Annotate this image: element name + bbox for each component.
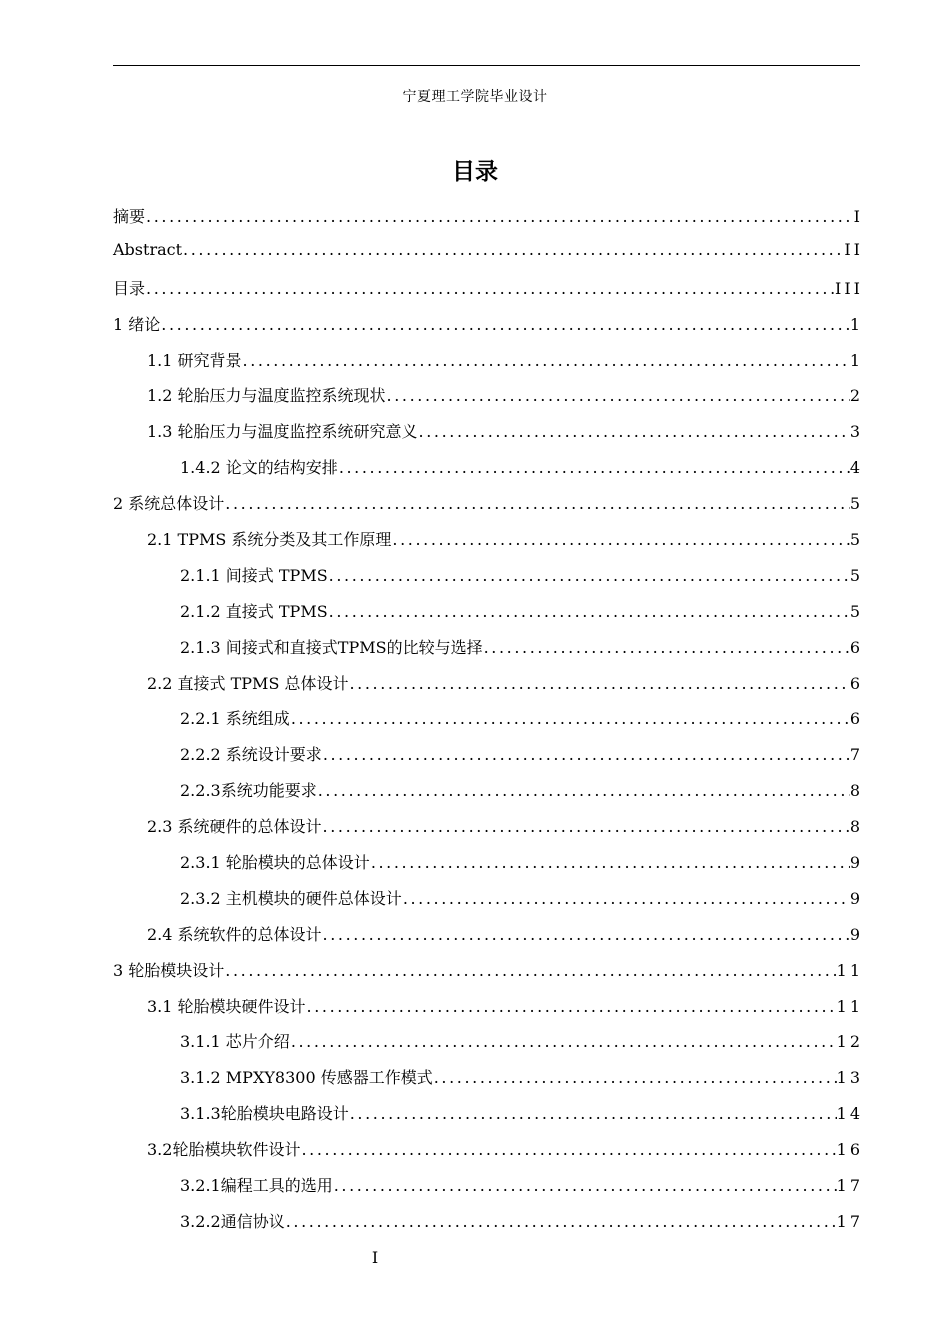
toc-leader-dots (182, 240, 844, 259)
toc-entry-label: 1.1 研究背景 (147, 350, 242, 370)
toc-entry[interactable] (113, 455, 863, 491)
toc-entry[interactable] (113, 1065, 863, 1101)
toc-leader-dots (322, 817, 850, 836)
toc-entry-page: 9 (849, 888, 863, 908)
toc-leader-dots (145, 207, 854, 226)
toc-entry-page: 8 (849, 817, 863, 837)
toc-entry-page: I (853, 207, 863, 226)
toc-entry-label: Abstract (113, 239, 183, 259)
toc-entry-page: 2 (849, 386, 863, 406)
toc-entry-label: 目录 (113, 278, 146, 298)
page-number: I (371, 1248, 379, 1267)
toc-entry-page: 3 (849, 422, 863, 442)
toc-entry[interactable] (113, 671, 863, 707)
toc-leader-dots (224, 494, 850, 513)
toc-entry[interactable] (113, 706, 863, 742)
page-header: 宁夏理工学院毕业设计 (402, 89, 548, 105)
toc-entry-label: 2 系统总体设计 (113, 494, 225, 514)
toc-leader-dots (145, 279, 835, 298)
toc-leader-dots (391, 530, 849, 549)
toc-entry-page: 12 (836, 1032, 863, 1052)
toc-entry-label: 2.3 系统硬件的总体设计 (147, 817, 322, 837)
toc-leader-dots (242, 351, 850, 370)
toc-entry[interactable] (113, 922, 863, 958)
toc-leader-dots (338, 458, 850, 477)
toc-entry[interactable] (113, 599, 863, 635)
toc-entry-label: 2.4 系统软件的总体设计 (147, 924, 322, 944)
toc-entry[interactable] (113, 778, 863, 814)
toc-title: 目录 (452, 159, 498, 185)
toc-entry[interactable] (113, 850, 863, 886)
toc-entry-page: 17 (836, 1211, 863, 1231)
toc-entry[interactable] (113, 1137, 863, 1173)
toc-leader-dots (306, 997, 837, 1016)
toc-entry-label: 1.4.2 论文的结构安排 (180, 458, 338, 478)
toc-leader-dots (433, 1068, 837, 1087)
toc-entry-label: 2.1.2 直接式 TPMS (180, 601, 328, 621)
toc-leader-dots (328, 566, 850, 585)
toc-entry-page: 4 (849, 458, 863, 478)
toc-entry-page: 13 (836, 1068, 863, 1088)
toc-entry[interactable] (113, 886, 863, 922)
toc-entry-label: 摘要 (113, 207, 146, 226)
table-of-contents (113, 204, 863, 1245)
toc-entry-page: 11 (836, 996, 863, 1016)
toc-leader-dots (285, 1212, 837, 1231)
toc-leader-dots (349, 1104, 837, 1123)
toc-entry-label: 1.3 轮胎压力与温度监控系统研究意义 (147, 422, 418, 442)
toc-entry-page: 5 (849, 601, 863, 621)
toc-entry-label: 2.2.1 系统组成 (180, 709, 290, 729)
toc-leader-dots (290, 709, 850, 728)
toc-entry[interactable] (113, 563, 863, 599)
toc-entry-page: 11 (836, 960, 863, 980)
toc-entry-page: 1 (849, 314, 863, 334)
toc-entry[interactable] (113, 1029, 863, 1065)
toc-leader-dots (322, 745, 850, 764)
toc-entry-label: 2.1.3 间接式和直接式TPMS的比较与选择 (180, 637, 483, 657)
toc-entry-label: 2.2.3系统功能要求 (180, 781, 317, 801)
toc-entry[interactable] (113, 527, 863, 563)
toc-entry[interactable] (113, 1173, 863, 1209)
toc-entry[interactable] (113, 276, 863, 312)
toc-leader-dots (483, 638, 850, 657)
toc-entry-page: 14 (836, 1104, 863, 1124)
toc-entry-label: 2.2.2 系统设计要求 (180, 745, 322, 765)
toc-entry-page: 7 (849, 745, 863, 765)
toc-entry-label: 1.2 轮胎压力与温度监控系统现状 (147, 386, 386, 406)
toc-entry[interactable] (113, 635, 863, 671)
header-rule (113, 65, 860, 66)
toc-entry-page: 8 (849, 781, 863, 801)
toc-entry-page: 5 (849, 494, 863, 514)
toc-entry-page: 9 (849, 924, 863, 944)
toc-leader-dots (290, 1032, 837, 1051)
toc-entry-label: 3.1.3轮胎模块电路设计 (180, 1104, 349, 1124)
toc-entry-page: 6 (849, 637, 863, 657)
toc-entry[interactable] (113, 994, 863, 1030)
toc-entry-label: 2.1 TPMS 系统分类及其工作原理 (147, 530, 392, 550)
toc-entry-page: 9 (849, 853, 863, 873)
toc-entry[interactable] (113, 239, 863, 276)
toc-entry-label: 2.3.2 主机模块的硬件总体设计 (180, 888, 402, 908)
toc-leader-dots (328, 602, 850, 621)
toc-leader-dots (317, 781, 850, 800)
toc-entry[interactable] (113, 814, 863, 850)
toc-entry-page: 6 (849, 673, 863, 693)
toc-entry[interactable] (113, 204, 863, 240)
toc-entry-label: 1 绪论 (113, 314, 161, 334)
toc-leader-dots (349, 674, 850, 693)
toc-entry-label: 3 轮胎模块设计 (113, 960, 225, 980)
toc-entry[interactable] (113, 348, 863, 384)
toc-entry[interactable] (113, 491, 863, 527)
toc-entry[interactable] (113, 742, 863, 778)
toc-entry-page: 1 (849, 350, 863, 370)
toc-entry-label: 2.2 直接式 TPMS 总体设计 (147, 673, 349, 693)
toc-entry-page: 5 (849, 530, 863, 550)
toc-leader-dots (402, 889, 850, 908)
toc-entry-label: 3.1.2 MPXY8300 传感器工作模式 (180, 1068, 433, 1088)
toc-entry-page: III (835, 278, 863, 298)
toc-entry-label: 3.1.1 芯片介绍 (180, 1032, 290, 1052)
toc-leader-dots (160, 315, 850, 334)
toc-leader-dots (418, 422, 850, 441)
toc-leader-dots (386, 386, 850, 405)
toc-leader-dots (333, 1176, 837, 1195)
toc-entry[interactable] (113, 958, 863, 994)
toc-entry[interactable] (113, 1209, 863, 1245)
toc-leader-dots (322, 925, 850, 944)
toc-entry-label: 2.1.1 间接式 TPMS (180, 565, 328, 585)
toc-entry-label: 3.2.2通信协议 (180, 1211, 285, 1231)
toc-leader-dots (224, 961, 836, 980)
toc-entry-label: 3.2轮胎模块软件设计 (147, 1140, 301, 1160)
toc-entry[interactable] (113, 1101, 863, 1137)
toc-entry-label: 3.1 轮胎模块硬件设计 (147, 996, 306, 1016)
toc-leader-dots (300, 1140, 836, 1159)
toc-entry-page: 17 (836, 1176, 863, 1196)
toc-entry-label: 3.2.1编程工具的选用 (180, 1176, 333, 1196)
toc-entry[interactable] (113, 383, 863, 419)
toc-entry-page: 5 (849, 565, 863, 585)
toc-entry-page: II (844, 239, 863, 259)
toc-entry-page: 16 (836, 1140, 863, 1160)
toc-entry-page: 6 (849, 709, 863, 729)
toc-entry-label: 2.3.1 轮胎模块的总体设计 (180, 853, 370, 873)
toc-entry[interactable] (113, 419, 863, 455)
toc-entry[interactable] (113, 312, 863, 348)
toc-leader-dots (370, 853, 850, 872)
